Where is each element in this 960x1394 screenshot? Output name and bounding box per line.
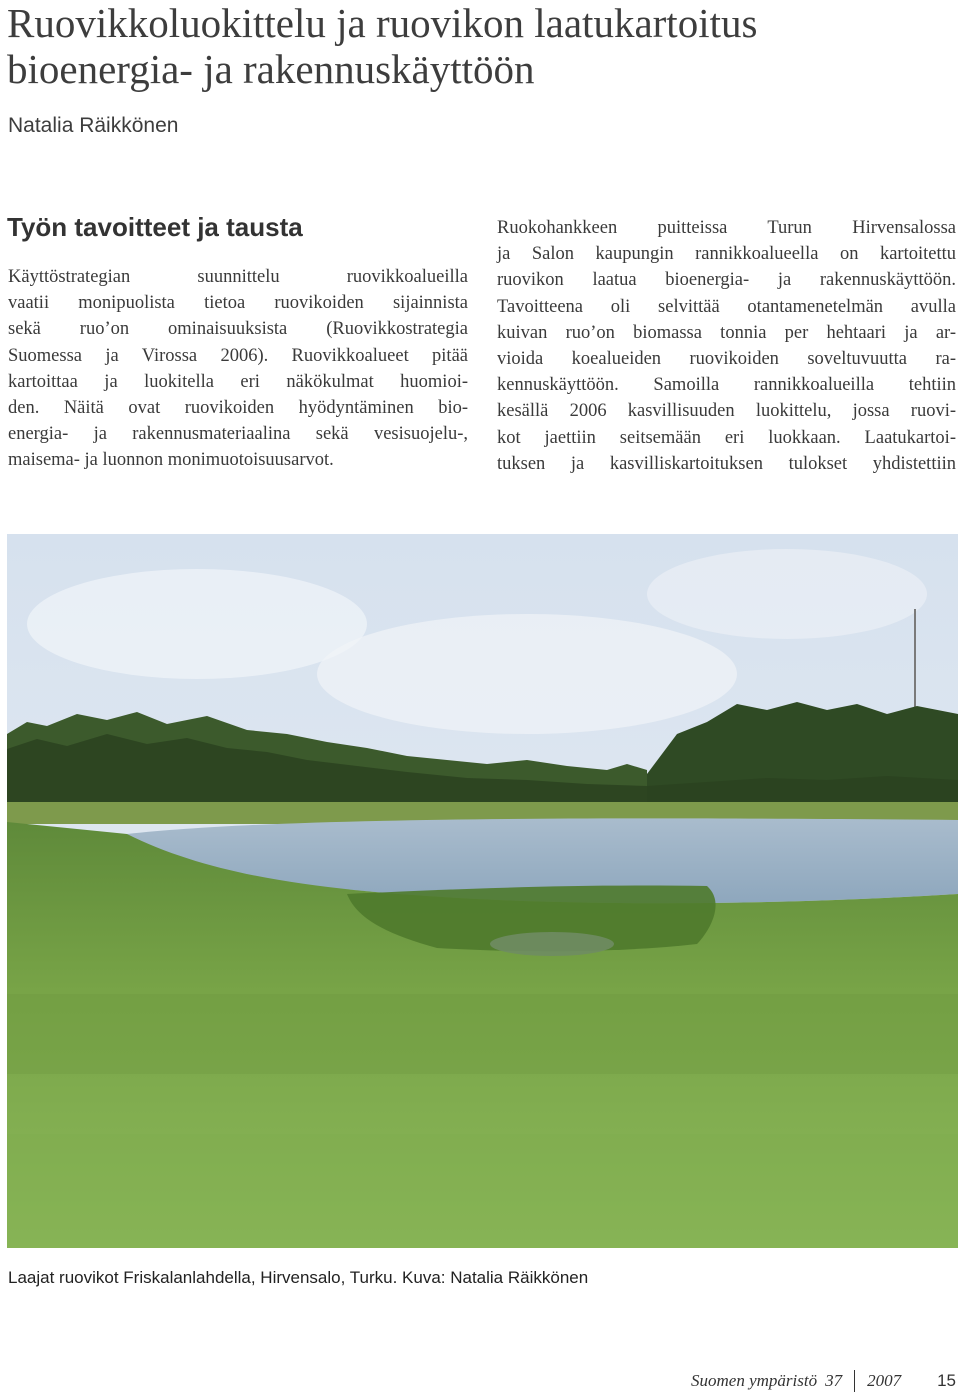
publication-name: Suomen ympäristö — [691, 1371, 818, 1390]
text-line: Käyttöstrategian suunnittelu ruovikkoalueilla — [8, 267, 468, 287]
text-line: kesällä 2006 kasvillisuuden luokittelu, jossa ruovi- — [497, 401, 956, 422]
text-line: kennuskäyttöön. Samoilla rannikkoalueilla tehtiin — [497, 375, 956, 396]
text-line: Tavoitteena oli selvittää otantamenetelmän avulla — [497, 296, 956, 317]
photo-caption: Laajat ruovikot Friskalanlahdella, Hirvensalo, Turku. Kuva: Natalia Räikkönen — [8, 1268, 589, 1287]
section-heading: Työn tavoitteet ja tausta — [7, 212, 303, 242]
page-footer — [691, 1370, 956, 1392]
publication-year: 2007 — [867, 1371, 902, 1390]
article-title-line-1: Ruovikkoluokittelu ja ruovikon laatukartoitus — [7, 0, 758, 46]
text-line: kartoittaa ja luokitella eri näkökulmat huomioi- — [8, 371, 468, 392]
text-line: Ruokohankkeen puitteissa Turun Hirvensalossa — [497, 218, 956, 238]
text-line: maisema- ja luonnon monimuotoisuusarvot. — [8, 450, 334, 471]
text-line: den. Näitä ovat ruovikoiden hyödyntäminen bio- — [8, 398, 468, 419]
reed-landscape-photo — [7, 534, 958, 1248]
grass-shade — [7, 1134, 958, 1248]
cloud — [27, 569, 367, 679]
reed-landscape-illustration — [7, 534, 958, 1248]
text-line: energia- ja rakennusmateriaalina sekä vesisuojelu-, — [8, 424, 468, 445]
cloud — [317, 614, 737, 734]
page-number: 15 — [937, 1371, 956, 1390]
text-line: kot jaettiin seitsemään eri luokkaan. Laatukartoi- — [497, 427, 956, 448]
text-line: Suomessa ja Virossa 2006). Ruovikkoalueet pitää — [8, 345, 468, 366]
right-text-column — [497, 215, 956, 477]
pond — [490, 932, 614, 956]
article-title-line-2: bioenergia- ja rakennuskäyttöön — [7, 46, 535, 92]
left-text-column — [8, 264, 468, 474]
text-line: ruovikon laatua bioenergia- ja rakennuskäyttöön. — [497, 270, 956, 291]
text-line: sekä ruo’on ominaisuuksista (Ruovikkostrategia — [8, 319, 468, 340]
footer-divider — [854, 1370, 855, 1392]
grass-shade — [7, 994, 958, 1074]
text-line: vaatii monipuolista tietoa ruovikoiden sijainnista — [8, 293, 468, 314]
issue-number: 37 — [825, 1371, 843, 1390]
text-line: ja Salon kaupungin rannikkoalueella on kartoitettu — [497, 244, 956, 265]
text-line: vioida koealueiden ruovikoiden soveltuvuutta ra- — [497, 349, 956, 370]
author-name: Natalia Räikkönen — [8, 114, 179, 137]
text-line: tuksen ja kasvilliskartoituksen tulokset yhdistettiin — [497, 453, 956, 474]
text-line: kuivan ruo’on biomassa tonnia per hehtaari ja ar- — [497, 322, 956, 343]
article-title — [7, 0, 947, 92]
cloud — [647, 549, 927, 639]
